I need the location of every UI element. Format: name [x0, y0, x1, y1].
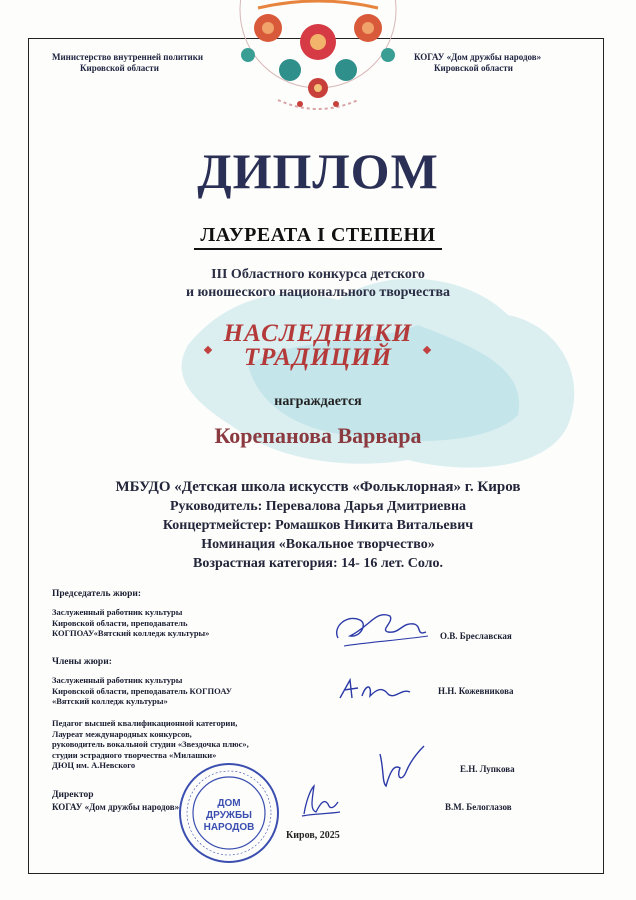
- stamp-line1: ДОМ: [217, 798, 241, 809]
- header-left-line1: Министерство внутренней политики: [52, 52, 204, 62]
- details-block: [0, 478, 636, 573]
- member2-desc-line: руководитель вокальной студии «Звездочка плюс»,: [52, 739, 249, 749]
- jury-chair-desc: [52, 607, 209, 639]
- chair-desc-line: КОГПОАУ«Вятский колледж культуры»: [52, 628, 210, 638]
- school-line: МБУДО «Детская школа искусств «Фольклорная» г. Киров: [115, 479, 521, 495]
- subtitle-wrap: [0, 224, 636, 250]
- chair-name: О.В. Бреславская: [440, 631, 512, 641]
- contest-name: [0, 266, 636, 302]
- jury-members-heading: Члены жюри:: [52, 657, 112, 667]
- contest-line2: и юношеского национального творчества: [185, 285, 451, 300]
- chair-desc-line: Кировской области, преподаватель: [52, 617, 188, 628]
- city-year: Киров, 2025: [286, 830, 340, 841]
- festival-line1: НАСЛЕДНИКИ: [223, 320, 413, 347]
- contest-line1: III Областного конкурса детского: [211, 267, 425, 282]
- member1-desc-line: Кировской области, преподаватель КОГПОАУ: [52, 685, 232, 696]
- member1-name: Н.Н. Кожевникова: [438, 686, 514, 696]
- nomination-line: Номинация «Вокальное творчество»: [201, 537, 435, 552]
- member1-desc: [52, 675, 232, 707]
- header-right-line2: Кировской области: [434, 63, 513, 73]
- diploma-title: ДИПЛОМ: [197, 143, 439, 199]
- member2-name: Е.Н. Лупкова: [460, 764, 515, 774]
- header-left: [52, 52, 203, 74]
- jury-chair-heading: Председатель жюри:: [52, 589, 141, 599]
- festival-name: [0, 322, 636, 370]
- header-left-line2: Кировской области: [80, 63, 159, 73]
- stamp-line2: ДРУЖБЫ: [206, 810, 252, 821]
- recipient-name: Корепанова Варвара: [214, 423, 422, 448]
- director-signature: [298, 782, 342, 822]
- chair-signature: [330, 606, 430, 654]
- member2-desc-line: студии эстрадного творчества «Милашки»: [52, 749, 217, 760]
- member1-desc-line: Заслуженный работник культуры: [52, 675, 183, 685]
- awarded-text: награждается: [274, 394, 362, 409]
- stamp-line3: НАРОДОВ: [203, 822, 255, 833]
- member2-desc-line: Лауреат международных конкурсов,: [52, 728, 192, 739]
- member2-signature: [372, 742, 428, 792]
- header-right: [414, 52, 541, 74]
- director-heading: Директор: [52, 790, 94, 800]
- member2-desc-line: Педагог высшей квалификационной категории,: [52, 718, 238, 728]
- member2-desc-line: ДЮЦ им. А.Невского: [52, 760, 136, 770]
- age-category-line: Возрастная категория: 14- 16 лет. Соло.: [193, 556, 443, 571]
- header-right-line1: КОГАУ «Дом дружбы народов»: [414, 52, 542, 62]
- director-desc: КОГАУ «Дом дружбы народов»: [52, 802, 180, 812]
- accompanist-line: Концертмейстер: Ромашков Никита Витальевич: [162, 518, 474, 533]
- festival-line2: ТРАДИЦИЙ: [243, 344, 393, 371]
- director-name: В.М. Белоглазов: [445, 802, 512, 812]
- official-stamp-icon: [178, 762, 280, 864]
- supervisor-line: Руководитель: Перевалова Дарья Дмитриевна: [169, 499, 467, 514]
- member1-signature: [336, 674, 416, 706]
- laureate-subtitle: ЛАУРЕАТА I СТЕПЕНИ: [194, 224, 441, 250]
- folk-ornament-icon: [228, 0, 408, 118]
- chair-desc-line: Заслуженный работник культуры: [52, 607, 183, 617]
- member1-desc-line: «Вятский колледж культуры»: [52, 696, 168, 706]
